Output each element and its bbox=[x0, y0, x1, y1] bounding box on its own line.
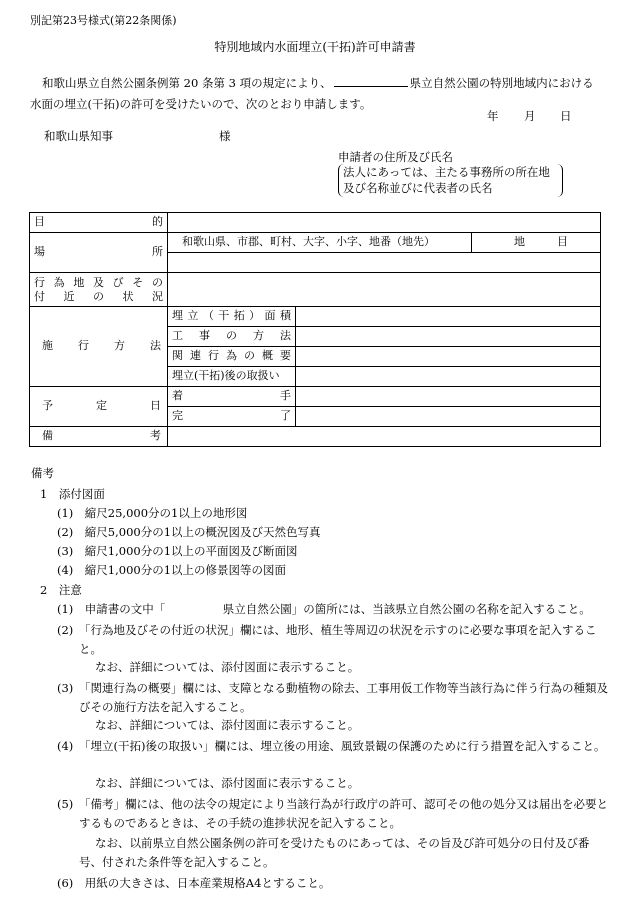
caution-3: (3) 「関連行為の概要」欄には、支障となる動植物の除去、工事用仮工作物等当該行為に伴う行為の種類及びその施行方法を記入すること。 bbox=[57, 681, 609, 714]
purpose-label: 目 的 bbox=[30, 213, 168, 233]
addressee: 和歌山県知事 bbox=[44, 129, 113, 143]
completion-date-label: 完 了 bbox=[168, 407, 296, 427]
application-form-table bbox=[29, 212, 601, 447]
post-reclamation-label: 埋立(干拓)後の取扱い bbox=[168, 367, 296, 387]
caution-2: (2) 「行為地及びその付近の状況」欄には、地形、植生等周辺の状況を示すのに必要な事項を記入すること。 bbox=[57, 623, 597, 656]
post-reclamation-field[interactable] bbox=[296, 367, 601, 387]
applicant-note bbox=[338, 164, 563, 197]
location-detail[interactable]: 和歌山県、市郡、町村、大字、小字、地番（地先） bbox=[168, 233, 472, 253]
caution-5-note: なお、以前県立自然公園条例の許可を受けたものにあっては、その旨及び許可処分の日付及び番号、付された条件等を記入すること。 bbox=[79, 836, 590, 869]
schedule-label: 予 定 日 bbox=[30, 387, 168, 427]
related-acts-label: 関 連 行 為 の 概 要 bbox=[168, 347, 296, 367]
surroundings-label: 行 為 地 及 び そ の 付 近 の 状 況 bbox=[30, 273, 168, 307]
area-label: 埋 立 （ 干 拓 ） 面 積 bbox=[168, 307, 296, 327]
cautions-heading: 2 注意 bbox=[40, 583, 82, 597]
attachment-item-2: (2) 縮尺5,000分の1以上の概況図及び天然色写真 bbox=[57, 525, 321, 539]
statement-part-1: 和歌山県立自然公園条例第 20 条第 3 項の規定により、 bbox=[42, 76, 332, 90]
caution-6: (6) 用紙の大きさは、日本産業規格A4とすること。 bbox=[57, 876, 331, 890]
date-year: 年 bbox=[487, 109, 499, 123]
application-statement bbox=[30, 73, 596, 115]
caution-5: (5) 「備考」欄には、他の法令の規定により当該行為が行政庁の許可、認可その他の処分又は届出を必要とするものであるときは、その手続の進捗状況を記入すること。 bbox=[57, 797, 609, 830]
park-name-blank[interactable] bbox=[334, 75, 408, 87]
construction-method-field[interactable] bbox=[296, 327, 601, 347]
attachment-item-1: (1) 縮尺25,000分の1以上の地形図 bbox=[57, 506, 248, 520]
location-label: 場 所 bbox=[30, 233, 168, 273]
caution-2-note: なお、詳細については、添付図面に表示すること。 bbox=[95, 660, 360, 674]
honorific: 様 bbox=[219, 129, 231, 143]
attachment-item-3: (3) 縮尺1,000分の1以上の平面図及び断面図 bbox=[57, 544, 298, 558]
related-acts-field[interactable] bbox=[296, 347, 601, 367]
caution-1: (1) 申請書の文中「 県立自然公園」の箇所には、当該県立自然公園の名称を記入すること。 bbox=[57, 602, 591, 616]
remarks-field[interactable] bbox=[168, 427, 601, 447]
form-number-label: 別記第23号様式(第22条関係) bbox=[30, 14, 177, 27]
location-field[interactable] bbox=[168, 253, 601, 273]
land-category-label: 地 目 bbox=[472, 233, 601, 253]
notes-heading: 備考 bbox=[31, 466, 54, 480]
caution-4: (4) 「埋立(干拓)後の取扱い」欄には、埋立後の用途、風致景観の保護のために行う措置を記入すること。 bbox=[57, 739, 606, 753]
statement-part-2: 県立自然公園の特別地域内における水面の埋立(干拓)の許可を受けたいので、次のとおり申請します。 bbox=[30, 76, 594, 111]
start-date-field[interactable] bbox=[296, 387, 601, 407]
start-date-label: 着 手 bbox=[168, 387, 296, 407]
surroundings-field[interactable] bbox=[168, 273, 601, 307]
completion-date-field[interactable] bbox=[296, 407, 601, 427]
area-field[interactable] bbox=[296, 307, 601, 327]
attachment-item-4: (4) 縮尺1,000分の1以上の修景図等の図面 bbox=[57, 563, 287, 577]
caution-3-note: なお、詳細については、添付図面に表示すること。 bbox=[95, 718, 360, 732]
applicant-label: 申請者の住所及び氏名 bbox=[338, 150, 453, 164]
page-title: 特別地域内水面埋立(干拓)許可申請書 bbox=[214, 40, 416, 54]
applicant-note-line-1: 法人にあっては、主たる事務所の所在地 bbox=[343, 165, 550, 179]
caution-4-note: なお、詳細については、添付図面に表示すること。 bbox=[95, 776, 360, 790]
applicant-note-line-2: 及び名称並びに代表者の氏名 bbox=[343, 181, 493, 195]
attachments-heading: 1 添付図面 bbox=[40, 487, 105, 501]
remarks-label: 備 考 bbox=[30, 427, 168, 447]
construction-method-label: 工 事 の 方 法 bbox=[168, 327, 296, 347]
date-month: 月 bbox=[524, 109, 536, 123]
date-day: 日 bbox=[560, 109, 572, 123]
purpose-field[interactable] bbox=[168, 213, 601, 233]
method-label: 施 行 方 法 bbox=[30, 307, 168, 387]
